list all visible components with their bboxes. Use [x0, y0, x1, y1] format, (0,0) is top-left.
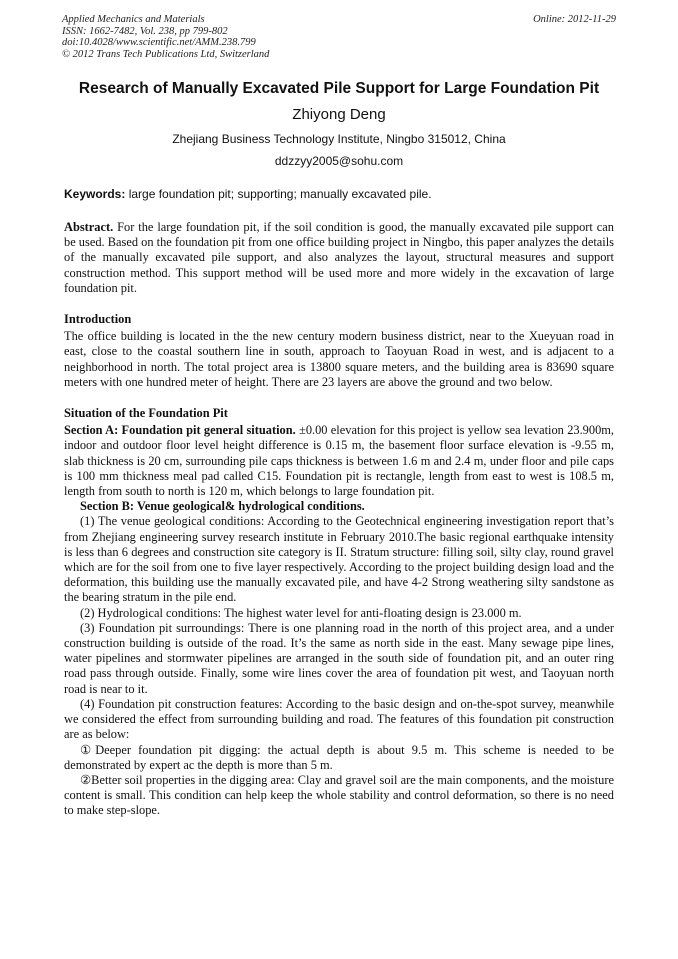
abstract-label: Abstract.	[64, 220, 114, 234]
section-a-label: Section A: Foundation pit general situation.	[64, 423, 296, 438]
abstract	[64, 220, 614, 296]
journal-header	[62, 14, 616, 60]
introduction-heading: Introduction	[64, 312, 132, 327]
keywords-text: large foundation pit; supporting; manually excavated pile.	[125, 187, 432, 201]
online-date: Online: 2012-11-29	[533, 14, 616, 25]
paper-title: Research of Manually Excavated Pile Support for Large Foundation Pit	[78, 80, 600, 97]
paper-body	[64, 220, 614, 819]
journal-issn: ISSN: 1662-7482, Vol. 238, pp 799-802	[62, 25, 228, 37]
keywords	[64, 187, 614, 201]
abstract-text: For the large foundation pit, if the soil condition is good, the manually excavated pile support can be used. Based on the foundation pit from one office building project in Ningbo, this paper analyzes the details of the manually excavated pile support, and also analyzes the layout, structural measures and support construction method. This support method will be used more and more widely in the excavation of large foundation pit.	[64, 220, 614, 295]
feature-item-1: ①Deeper foundation pit digging: the actual depth is about 9.5 m. This scheme is needed to be demonstrated by expert ac the depth is more than 5 m.	[64, 742, 614, 772]
journal-doi: doi:10.4028/www.scientific.net/AMM.238.799	[62, 37, 256, 48]
keywords-label: Keywords:	[64, 187, 126, 201]
journal-name: Applied Mechanics and Materials	[62, 14, 205, 25]
author-name: Zhiyong Deng	[292, 106, 386, 123]
paragraph-surroundings: (3) Foundation pit surroundings: There is one planning road in the north of this project area, and a under construction building is outside of the road. It’s the same as north side in the east. Many sewage pipe lines, water pipelines and stormwater pipelines are arranged in the south side of foundation pit, and an outer ring road pass through outside. Finally, some wire lines cover the area of foundation pit west, and Taoyuan north road is near to it.	[64, 620, 614, 696]
introduction-text: The office building is located in the the new century modern business district, near to the Xueyuan road in east, close to the coastal southern line in south, approach to Taoyuan Road in west, and is adjacent to a neighborhood in north. The total project area is 13800 square meters, and the building area is 83690 square meters with one hundred meter of height. There are 23 layers are above the ground and two below.	[64, 329, 614, 389]
situation-heading: Situation of the Foundation Pit	[64, 406, 228, 421]
author-affiliation: Zhejiang Business Technology Institute, Ningbo 315012, China	[172, 132, 506, 146]
author-email: ddzzyy2005@sohu.com	[274, 154, 404, 168]
section-a-text: ±0.00 elevation for this project is yellow sea levation 23.900m, indoor and outdoor floor level height difference is 0.15 m, the basement floor surface elevation is -9.55 m, slab thickness is 20 cm, surrounding pile caps thickness is between 1.6 m and 2.4 m, under floor and pile caps is 100 mm thickness meal pad called C15. Foundation pit is rectangle, length from east to west is 108.5 m, length from south to north is 120 m, which belongs to large foundation pit.	[64, 423, 615, 499]
section-a	[64, 423, 614, 499]
section-b-heading: Section B: Venue geological& hydrological conditions.	[80, 499, 365, 514]
feature-item-2: ②Better soil properties in the digging area: Clay and gravel soil are the main components, and the moisture content is small. This condition can help keep the whole stability and control deformation, so there is no need to make step-slope.	[64, 772, 614, 818]
paragraph-hydrology: (2) Hydrological conditions: The highest water level for anti-floating design is 23.000 m.	[80, 605, 522, 620]
journal-copyright: © 2012 Trans Tech Publications Ltd, Switzerland	[62, 48, 270, 60]
paragraph-geology: (1) The venue geological conditions: According to the Geotechnical engineering investigation report that’s from Zhejiang engineering survey research institute in February 2010.The basic regional earthquake intensity is less than 6 degrees and construction site category is II. Stratum structure: filling soil, silty clay, round gravel which are for the soil from one to five layer respectively. According to the project building design load and the deformation, this building use the manually excavated pile, and have 4-2 Strong weathering silty sandstone as the bearing stratum in the pile end.	[64, 514, 614, 605]
paragraph-features: (4) Foundation pit construction features: According to the basic design and on-the-spot survey, meanwhile we considered the effect from surrounding building and road. The features of this foundation pit construction are as below:	[64, 696, 614, 742]
